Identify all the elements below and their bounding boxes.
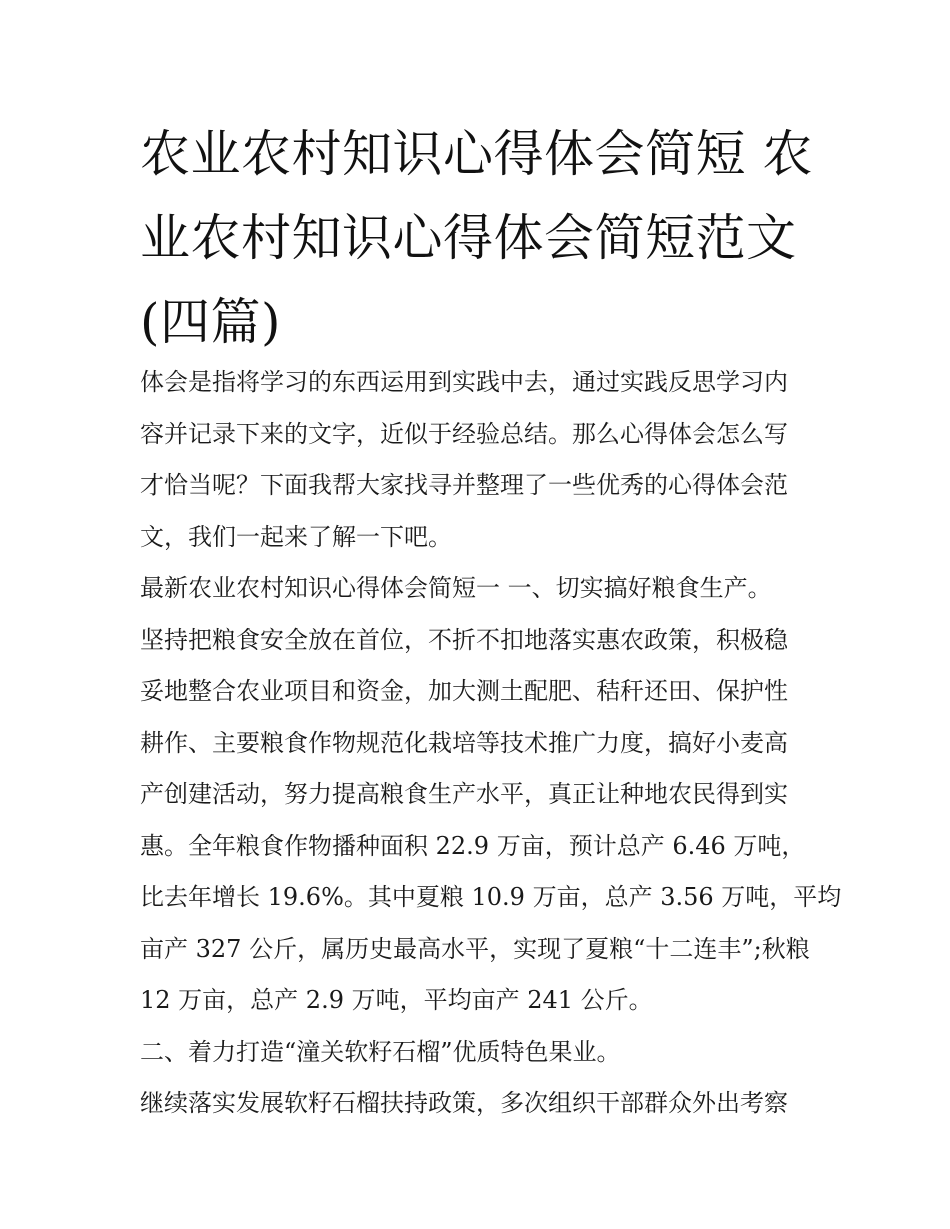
body-line: 12 万亩，总产 2.9 万吨，平均亩产 241 公斤。 <box>140 986 653 1014</box>
body-line: 妥地整合农业项目和资金，加大测土配肥、秸秆还田、保护性 <box>140 677 788 705</box>
body-line: 文，我们一起来了解一下吧。 <box>140 522 452 551</box>
body-line: 才恰当呢？下面我帮大家找寻并整理了一些优秀的心得体会范 <box>140 471 788 499</box>
body-line: 坚持把粮食安全放在首位，不折不扣地落实惠农政策，积极稳 <box>140 625 788 654</box>
section-heading-line: 最新农业农村知识心得体会简短一 一、切实搞好粮食生产。 <box>140 574 772 602</box>
title-line: 农业农村知识心得体会简短 农 <box>140 125 813 183</box>
body-line: 亩产 327 公斤，属历史最高水平，实现了夏粮“十二连丰”;秋粮 <box>140 934 810 963</box>
body-line: 耕作、主要粮食作物规范化栽培等技术推广力度，搞好小麦高 <box>140 728 788 757</box>
document-body <box>140 357 842 1130</box>
document-title <box>140 112 820 364</box>
body-line: 体会是指将学习的东西运用到实践中去，通过实践反思学习内 <box>140 368 788 396</box>
title-line: 业农村知识心得体会简短范文 <box>140 209 797 267</box>
section-heading-line: 二、着力打造“潼关软籽石榴”优质特色果业。 <box>140 1037 621 1066</box>
body-line: 产创建活动，努力提高粮食生产水平，真正让种地农民得到实 <box>140 780 788 808</box>
body-line: 比去年增长 19.6%。其中夏粮 10.9 万亩，总产 3.56 万吨，平均 <box>140 883 842 911</box>
title-line: (四篇) <box>140 293 282 351</box>
body-line: 惠。全年粮食作物播种面积 22.9 万亩，预计总产 6.46 万吨， <box>140 831 806 860</box>
body-line: 容并记录下来的文字，近似于经验总结。那么心得体会怎么写 <box>140 419 788 448</box>
body-line: 继续落实发展软籽石榴扶持政策，多次组织干部群众外出考察 <box>140 1089 788 1117</box>
